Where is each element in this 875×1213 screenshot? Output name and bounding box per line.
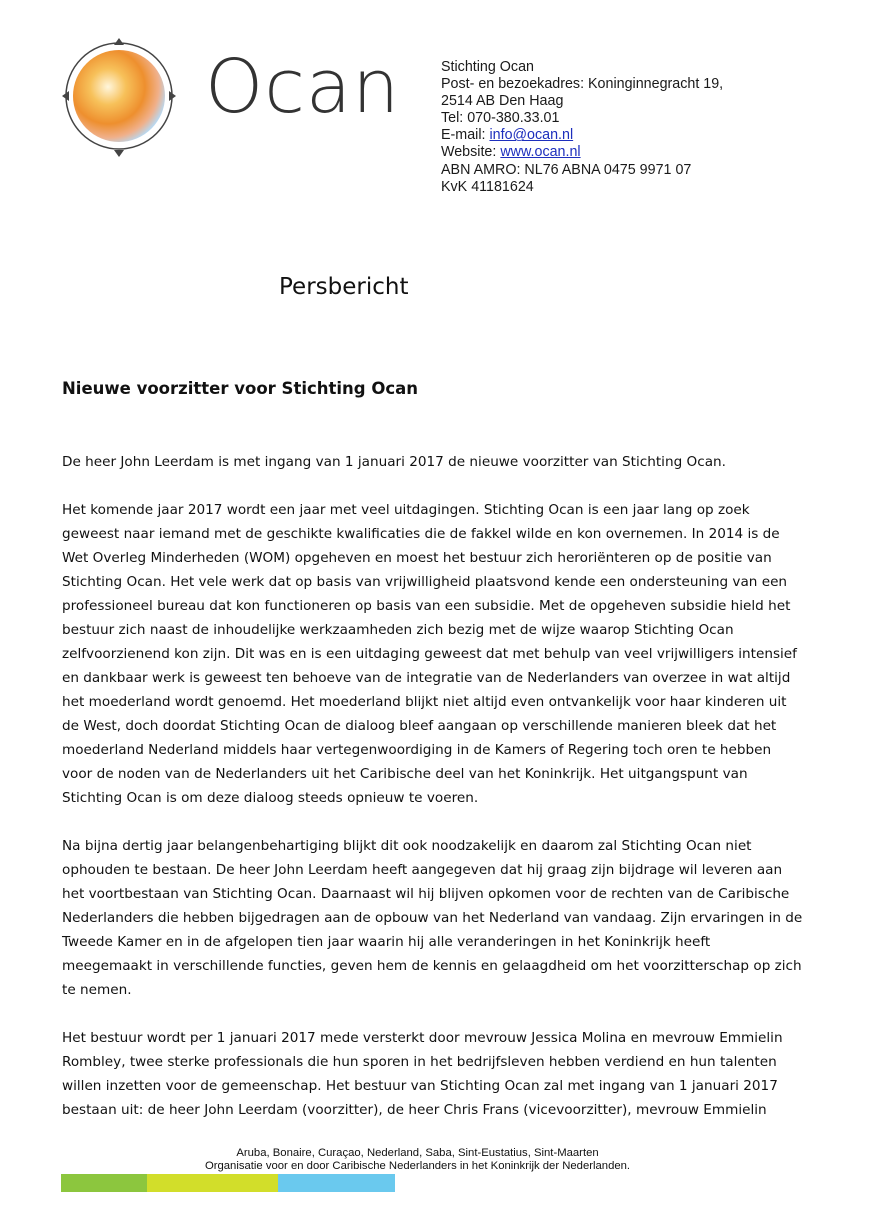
contact-org: Stichting Ocan [441, 59, 534, 75]
website-link[interactable]: www.ocan.nl [500, 144, 581, 161]
paragraph-line: Tweede Kamer en in de afgelopen tien jaar waarin hij alle veranderingen in het Koninkrijk heeft [62, 934, 711, 950]
document-headline: Nieuwe voorzitter voor Stichting Ocan [62, 379, 419, 398]
paragraph [62, 498, 822, 810]
paragraph-line: Na bijna dertig jaar belangenbehartiging blijkt dit ook noodzakelijk en daarom zal Stichting Ocan niet [62, 838, 752, 854]
contact-kvk: KvK 41181624 [441, 178, 534, 195]
paragraph-line: willen inzetten voor de gemeenschap. Het bestuur van Stichting Ocan zal met ingang van 1 januari 2017 [62, 1078, 778, 1094]
contact-postal: 2514 AB Den Haag [441, 93, 564, 110]
paragraph-line: De heer John Leerdam is met ingang van 1 januari 2017 de nieuwe voorzitter van Stichting Ocan. [62, 454, 726, 470]
email-link[interactable]: info@ocan.nl [489, 127, 574, 144]
paragraph-line: te nemen. [62, 982, 132, 998]
paragraph-line: Stichting Ocan is om deze dialoog steeds opnieuw te voeren. [62, 790, 479, 806]
contact-address: Post- en bezoekadres: Koninginnegracht 19, [441, 76, 724, 93]
paragraph-line: Wet Overleg Minderheden (WOM) opgeheven en moest het bestuur zich heroriënteren op de positie van [62, 550, 772, 566]
contact-email-row [441, 127, 723, 144]
email-label: E-mail: [441, 127, 490, 144]
website-label: Website: [441, 144, 501, 161]
contact-tel: Tel: 070-380.33.01 [441, 110, 560, 127]
paragraph-line: en dankbaar werk is geweest ten behoeve van de integratie van de Nederlanders van overzee in wat altijd [62, 670, 791, 686]
footer-tagline: Organisatie voor en door Caribische Nederlanders in het Koninkrijk der Nederlanden. [204, 1160, 631, 1172]
contact-block [441, 59, 723, 196]
paragraph-line: professioneel bureau dat kon functioneren op basis van een subsidie. Met de opgeheven subsidie hield het [62, 598, 791, 614]
paragraph-line: Het bestuur wordt per 1 januari 2017 mede versterkt door mevrouw Jessica Molina en mevrouw Emmielin [62, 1030, 783, 1046]
paragraph-line: moederland Nederland middels haar vertegenwoordiging in de Kamers of Regering toch oren te hebben [62, 742, 772, 758]
footer-bar-lime [147, 1174, 278, 1192]
paragraph-line: bestuur zich naast de inhoudelijke werkzaamheden zich bezig met de wijze waarop Stichting Ocan [62, 622, 734, 638]
document-body [62, 450, 822, 1122]
paragraph-gap [62, 474, 822, 498]
paragraph [62, 450, 822, 474]
contact-bank: ABN AMRO: NL76 ABNA 0475 9971 07 [441, 161, 692, 178]
footer-islands: Aruba, Bonaire, Curaçao, Nederland, Saba, Sint-Eustatius, Sint-Maarten [236, 1147, 599, 1159]
paragraph-gap [62, 810, 822, 834]
paragraph-line: geweest naar iemand met de geschikte kwalificaties die de fakkel wilde en kon overnemen. In 2014 is de [62, 526, 780, 542]
document-title: Persbericht [279, 274, 409, 300]
paragraph-line: het voortbestaan van Stichting Ocan. Daarnaast wil hij blijven opkomen voor de rechten van de Caribische [62, 886, 790, 902]
ocan-orb-compass-icon [62, 38, 177, 158]
paragraph-line: voor de noden van de Nederlanders uit het Caribische deel van het Koninkrijk. Het uitgangspunt van [62, 766, 748, 782]
paragraph-line: de West, doch doordat Stichting Ocan de dialoog bleef aangaan op verschillende manieren bleek dat het [62, 718, 777, 734]
paragraph-line: Stichting Ocan. Het vele werk dat op basis van vrijwilligheid plaatsvond kende een ondersteuning van een [62, 574, 788, 590]
paragraph-gap [62, 1002, 822, 1026]
paragraph-line: zelfvoorzienend kon zijn. Dit was en is een uitdaging geweest dat met behulp van veel vrijwilligers intensief [62, 646, 797, 662]
brand-wordmark: Ocan [205, 44, 401, 130]
paragraph-line: Het komende jaar 2017 wordt een jaar met veel uitdagingen. Stichting Ocan is een jaar lang op zoek [62, 502, 750, 518]
paragraph-line: bestaan uit: de heer John Leerdam (voorzitter), de heer Chris Frans (vicevoorzitter), mevrouw Emmielin [62, 1102, 767, 1118]
paragraph-line: ophouden te bestaan. De heer John Leerdam heeft aangegeven dat hij graag zijn bijdrage wil leveren aan [62, 862, 783, 878]
paragraph-line: Nederlanders die hebben bijgedragen aan de opbouw van het Nederland van vandaag. Zijn ervaringen in de [62, 910, 803, 926]
paragraph-line: meegemaakt in verschillende functies, geven hem de kennis en gelaagdheid om het voorzitterschap op zich [62, 958, 802, 974]
contact-website-row [441, 144, 723, 161]
paragraph [62, 834, 822, 1002]
paragraph [62, 1026, 822, 1122]
paragraph-line: Rombley, twee sterke professionals die hun sporen in het bedrijfsleven hebben verdiend en hun talenten [62, 1054, 777, 1070]
footer-bar-green [61, 1174, 147, 1192]
paragraph-line: het moederland wordt genoemd. Het moederland blijkt niet altijd even ontvankelijk voor haar kinderen uit [62, 694, 787, 710]
footer-bar-blue [278, 1174, 395, 1192]
